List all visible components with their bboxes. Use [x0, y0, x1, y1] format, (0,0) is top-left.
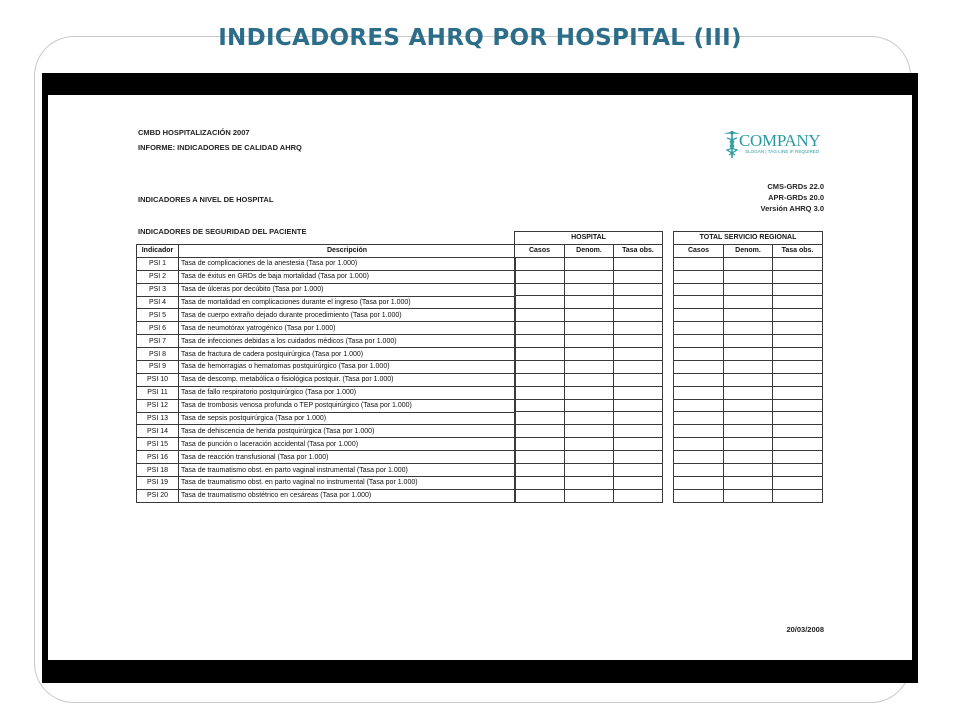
- regional-casos-cell: [674, 425, 724, 438]
- table-row: [137, 412, 516, 425]
- regional-casos-cell: [674, 296, 724, 309]
- regional-tasa-cell: [773, 373, 823, 386]
- indicator-code: PSI 13: [137, 412, 179, 425]
- indicator-code: PSI 1: [137, 257, 179, 270]
- indicator-description: Tasa de sepsis postquirúrgica (Tasa por 1.000): [179, 412, 516, 425]
- regional-tasa-cell: [773, 425, 823, 438]
- regional-denom-cell: [724, 348, 773, 361]
- indicator-code: PSI 6: [137, 322, 179, 335]
- regional-casos-cell: [674, 335, 724, 348]
- hospital-table-row: [515, 309, 663, 322]
- hospital-table-row: [515, 476, 663, 489]
- indicator-description: Tasa de punción o laceración accidental (Tasa por 1.000): [179, 438, 516, 451]
- regional-table-row: [674, 451, 823, 464]
- regional-tasa-cell: [773, 386, 823, 399]
- regional-tasa-cell: [773, 296, 823, 309]
- hospital-table-row: [515, 335, 663, 348]
- regional-casos-cell: [674, 257, 724, 270]
- hospital-table-row: [515, 257, 663, 270]
- indicators-table-body: [137, 257, 516, 502]
- regional-denom-cell: [724, 257, 773, 270]
- regional-table-row: [674, 360, 823, 373]
- version-cms-grds: CMS-GRDs 22.0: [767, 182, 824, 191]
- indicator-description: Tasa de infecciones debidas a los cuidados médicos (Tasa por 1.000): [179, 335, 516, 348]
- regional-col-casos: Casos: [674, 244, 724, 257]
- regional-denom-cell: [724, 270, 773, 283]
- indicator-description: Tasa de éxitus en GRDs de baja mortalidad (Tasa por 1.000): [179, 270, 516, 283]
- regional-tasa-cell: [773, 360, 823, 373]
- hospital-casos-cell: [515, 360, 565, 373]
- hospital-casos-cell: [515, 386, 565, 399]
- hospital-casos-cell: [515, 489, 565, 502]
- hospital-table-row: [515, 283, 663, 296]
- hospital-tasa-cell: [614, 309, 663, 322]
- hospital-table: [514, 231, 663, 503]
- hospital-casos-cell: [515, 296, 565, 309]
- regional-casos-cell: [674, 348, 724, 361]
- regional-casos-cell: [674, 360, 724, 373]
- report-date: 20/03/2008: [786, 625, 824, 634]
- table-row: [137, 489, 516, 502]
- hospital-casos-cell: [515, 425, 565, 438]
- hospital-denom-cell: [565, 412, 614, 425]
- hospital-denom-cell: [565, 438, 614, 451]
- regional-table-row: [674, 373, 823, 386]
- regional-tasa-cell: [773, 451, 823, 464]
- indicator-code: PSI 18: [137, 464, 179, 477]
- hospital-table-row: [515, 412, 663, 425]
- version-ahrq: Versión AHRQ 3.0: [760, 204, 824, 213]
- hospital-denom-cell: [565, 451, 614, 464]
- hospital-denom-cell: [565, 322, 614, 335]
- indicator-code: PSI 4: [137, 296, 179, 309]
- regional-tasa-cell: [773, 348, 823, 361]
- indicator-code: PSI 10: [137, 373, 179, 386]
- hospital-table-row: [515, 451, 663, 464]
- regional-table-row: [674, 425, 823, 438]
- indicator-description: Tasa de neumotórax yatrogénico (Tasa por 1.000): [179, 322, 516, 335]
- regional-table-row: [674, 476, 823, 489]
- table-row: [137, 464, 516, 477]
- regional-table-row: [674, 438, 823, 451]
- regional-table-row: [674, 257, 823, 270]
- hospital-tasa-cell: [614, 451, 663, 464]
- regional-denom-cell: [724, 451, 773, 464]
- section-label: INDICADORES DE SEGURIDAD DEL PACIENTE: [138, 227, 307, 236]
- regional-tasa-cell: [773, 476, 823, 489]
- table-row: [137, 309, 516, 322]
- regional-denom-cell: [724, 412, 773, 425]
- regional-denom-cell: [724, 399, 773, 412]
- regional-denom-cell: [724, 489, 773, 502]
- report-header-line1: CMBD HOSPITALIZACIÓN 2007: [138, 128, 250, 137]
- hospital-casos-cell: [515, 373, 565, 386]
- regional-casos-cell: [674, 309, 724, 322]
- regional-denom-cell: [724, 386, 773, 399]
- regional-table-row: [674, 322, 823, 335]
- hospital-col-tasa: Tasa obs.: [614, 244, 663, 257]
- logo-wordmark: COMPANY: [739, 131, 821, 150]
- indicator-description: Tasa de fractura de cadera postquirúrgica (Tasa por 1.000): [179, 348, 516, 361]
- regional-denom-cell: [724, 360, 773, 373]
- column-header-description: Descripción: [179, 245, 516, 258]
- regional-tasa-cell: [773, 399, 823, 412]
- hospital-tasa-cell: [614, 335, 663, 348]
- hospital-tasa-cell: [614, 464, 663, 477]
- hospital-casos-cell: [515, 464, 565, 477]
- hospital-table-row: [515, 399, 663, 412]
- hospital-tasa-cell: [614, 489, 663, 502]
- table-row: [137, 373, 516, 386]
- regional-table-row: [674, 270, 823, 283]
- indicator-description: Tasa de mortalidad en complicaciones durante el ingreso (Tasa por 1.000): [179, 296, 516, 309]
- table-row: [137, 386, 516, 399]
- regional-casos-cell: [674, 412, 724, 425]
- indicator-description: Tasa de reacción transfusional (Tasa por 1.000): [179, 451, 516, 464]
- regional-denom-cell: [724, 335, 773, 348]
- regional-casos-cell: [674, 476, 724, 489]
- indicator-code: PSI 11: [137, 386, 179, 399]
- hospital-casos-cell: [515, 309, 565, 322]
- company-logo: [720, 128, 825, 160]
- table-row: [137, 451, 516, 464]
- hospital-tasa-cell: [614, 476, 663, 489]
- regional-casos-cell: [674, 270, 724, 283]
- indicator-code: PSI 16: [137, 451, 179, 464]
- hospital-table-row: [515, 386, 663, 399]
- regional-denom-cell: [724, 438, 773, 451]
- indicator-code: PSI 14: [137, 425, 179, 438]
- regional-table-row: [674, 464, 823, 477]
- indicator-code: PSI 7: [137, 335, 179, 348]
- hospital-denom-cell: [565, 476, 614, 489]
- regional-denom-cell: [724, 476, 773, 489]
- indicator-code: PSI 12: [137, 399, 179, 412]
- hospital-table-row: [515, 322, 663, 335]
- regional-denom-cell: [724, 309, 773, 322]
- hospital-col-casos: Casos: [515, 244, 565, 257]
- regional-casos-cell: [674, 464, 724, 477]
- indicators-table: [136, 244, 516, 503]
- indicator-description: Tasa de cuerpo extraño dejado durante procedimiento (Tasa por 1.000): [179, 309, 516, 322]
- indicator-description: Tasa de dehiscencia de herida postquirúrgica (Tasa por 1.000): [179, 425, 516, 438]
- hospital-tasa-cell: [614, 270, 663, 283]
- table-row: [137, 322, 516, 335]
- hospital-tasa-cell: [614, 438, 663, 451]
- regional-table-row: [674, 335, 823, 348]
- table-row: [137, 335, 516, 348]
- hospital-casos-cell: [515, 476, 565, 489]
- regional-table: [673, 231, 823, 503]
- regional-casos-cell: [674, 386, 724, 399]
- indicator-description: Tasa de hemorragias o hematomas postquirúrgico (Tasa por 1.000): [179, 361, 516, 374]
- hospital-denom-cell: [565, 257, 614, 270]
- regional-tasa-cell: [773, 283, 823, 296]
- regional-denom-cell: [724, 425, 773, 438]
- hospital-col-denom: Denom.: [565, 244, 614, 257]
- hospital-denom-cell: [565, 399, 614, 412]
- regional-table-body: [674, 257, 823, 502]
- regional-casos-cell: [674, 399, 724, 412]
- regional-tasa-cell: [773, 438, 823, 451]
- regional-tasa-cell: [773, 464, 823, 477]
- hospital-denom-cell: [565, 348, 614, 361]
- indicator-description: Tasa de traumatismo obstétrico en cesáreas (Tasa por 1.000): [179, 489, 516, 502]
- indicator-description: Tasa de trombosis venosa profunda o TEP postquirúrgico (Tasa por 1.000): [179, 399, 516, 412]
- hospital-casos-cell: [515, 412, 565, 425]
- hospital-casos-cell: [515, 283, 565, 296]
- hospital-denom-cell: [565, 309, 614, 322]
- hospital-tasa-cell: [614, 425, 663, 438]
- slide-title: INDICADORES AHRQ POR HOSPITAL (III): [218, 25, 742, 51]
- hospital-casos-cell: [515, 399, 565, 412]
- regional-table-row: [674, 348, 823, 361]
- hospital-casos-cell: [515, 348, 565, 361]
- report-header-line2: INFORME: INDICADORES DE CALIDAD AHRQ: [138, 143, 302, 152]
- regional-tasa-cell: [773, 322, 823, 335]
- regional-table-row: [674, 489, 823, 502]
- regional-table-row: [674, 309, 823, 322]
- table-row: [137, 438, 516, 451]
- hospital-table-row: [515, 270, 663, 283]
- regional-table-row: [674, 386, 823, 399]
- regional-col-tasa: Tasa obs.: [773, 244, 823, 257]
- hospital-denom-cell: [565, 373, 614, 386]
- table-row: [137, 270, 516, 283]
- regional-group-header: TOTAL SERVICIO REGIONAL: [674, 232, 823, 245]
- hospital-denom-cell: [565, 425, 614, 438]
- regional-denom-cell: [724, 296, 773, 309]
- hospital-denom-cell: [565, 296, 614, 309]
- hospital-tasa-cell: [614, 322, 663, 335]
- hospital-denom-cell: [565, 386, 614, 399]
- hospital-casos-cell: [515, 335, 565, 348]
- hospital-tasa-cell: [614, 283, 663, 296]
- hospital-casos-cell: [515, 451, 565, 464]
- regional-denom-cell: [724, 464, 773, 477]
- regional-tasa-cell: [773, 309, 823, 322]
- hospital-casos-cell: [515, 322, 565, 335]
- indicator-description: Tasa de traumatismo obst. en parto vaginal instrumental (Tasa por 1.000): [179, 464, 516, 477]
- regional-tasa-cell: [773, 270, 823, 283]
- regional-casos-cell: [674, 451, 724, 464]
- table-row: [137, 348, 516, 361]
- hospital-tasa-cell: [614, 360, 663, 373]
- regional-tasa-cell: [773, 489, 823, 502]
- hospital-tasa-cell: [614, 373, 663, 386]
- indicator-code: PSI 3: [137, 283, 179, 296]
- hospital-tasa-cell: [614, 412, 663, 425]
- regional-casos-cell: [674, 373, 724, 386]
- indicator-code: PSI 15: [137, 438, 179, 451]
- regional-denom-cell: [724, 283, 773, 296]
- indicator-description: Tasa de traumatismo obst. en parto vaginal no instrumental (Tasa por 1.000): [179, 477, 516, 490]
- hospital-casos-cell: [515, 257, 565, 270]
- hospital-denom-cell: [565, 283, 614, 296]
- hospital-table-row: [515, 464, 663, 477]
- table-row: [137, 283, 516, 296]
- hospital-tasa-cell: [614, 399, 663, 412]
- hospital-table-row: [515, 296, 663, 309]
- table-row: [137, 257, 516, 270]
- regional-tasa-cell: [773, 412, 823, 425]
- regional-table-row: [674, 399, 823, 412]
- regional-casos-cell: [674, 283, 724, 296]
- table-row: [137, 425, 516, 438]
- hospital-table-row: [515, 489, 663, 502]
- hospital-denom-cell: [565, 464, 614, 477]
- hospital-table-row: [515, 438, 663, 451]
- regional-table-row: [674, 283, 823, 296]
- hospital-tasa-cell: [614, 386, 663, 399]
- regional-table-row: [674, 296, 823, 309]
- table-row: [137, 399, 516, 412]
- indicator-description: Tasa de complicaciones de la anestesia (Tasa por 1.000): [179, 257, 516, 270]
- hospital-table-row: [515, 348, 663, 361]
- indicator-description: Tasa de úlceras por decúbito (Tasa por 1.000): [179, 283, 516, 296]
- indicator-code: PSI 2: [137, 270, 179, 283]
- column-header-indicator: Indicador: [137, 245, 179, 258]
- regional-denom-cell: [724, 322, 773, 335]
- regional-col-denom: Denom.: [724, 244, 773, 257]
- hospital-tasa-cell: [614, 348, 663, 361]
- regional-table-row: [674, 412, 823, 425]
- hospital-level-label: INDICADORES A NIVEL DE HOSPITAL: [138, 195, 274, 204]
- hospital-denom-cell: [565, 335, 614, 348]
- logo-slogan: SLOGAN | TAG LINE IF REQUIRED: [745, 149, 820, 154]
- hospital-denom-cell: [565, 360, 614, 373]
- hospital-denom-cell: [565, 270, 614, 283]
- indicator-code: PSI 20: [137, 489, 179, 502]
- hospital-tasa-cell: [614, 296, 663, 309]
- hospital-casos-cell: [515, 270, 565, 283]
- version-apr-grds: APR-GRDs 20.0: [768, 193, 824, 202]
- table-row: [137, 361, 516, 374]
- indicator-description: Tasa de fallo respiratorio postquirúrgico (Tasa por 1.000): [179, 386, 516, 399]
- hospital-tasa-cell: [614, 257, 663, 270]
- hospital-table-row: [515, 360, 663, 373]
- regional-denom-cell: [724, 373, 773, 386]
- regional-casos-cell: [674, 438, 724, 451]
- table-row: [137, 477, 516, 490]
- indicator-code: PSI 5: [137, 309, 179, 322]
- indicator-code: PSI 9: [137, 361, 179, 374]
- hospital-casos-cell: [515, 438, 565, 451]
- hospital-group-header: HOSPITAL: [515, 232, 663, 245]
- hospital-table-row: [515, 425, 663, 438]
- regional-casos-cell: [674, 322, 724, 335]
- indicator-description: Tasa de descomp. metabólica o fisiológica postquir. (Tasa por 1.000): [179, 373, 516, 386]
- hospital-table-body: [515, 257, 663, 502]
- table-row: [137, 296, 516, 309]
- indicator-code: PSI 8: [137, 348, 179, 361]
- regional-tasa-cell: [773, 257, 823, 270]
- regional-casos-cell: [674, 489, 724, 502]
- indicator-code: PSI 19: [137, 477, 179, 490]
- regional-tasa-cell: [773, 335, 823, 348]
- hospital-denom-cell: [565, 489, 614, 502]
- hospital-table-row: [515, 373, 663, 386]
